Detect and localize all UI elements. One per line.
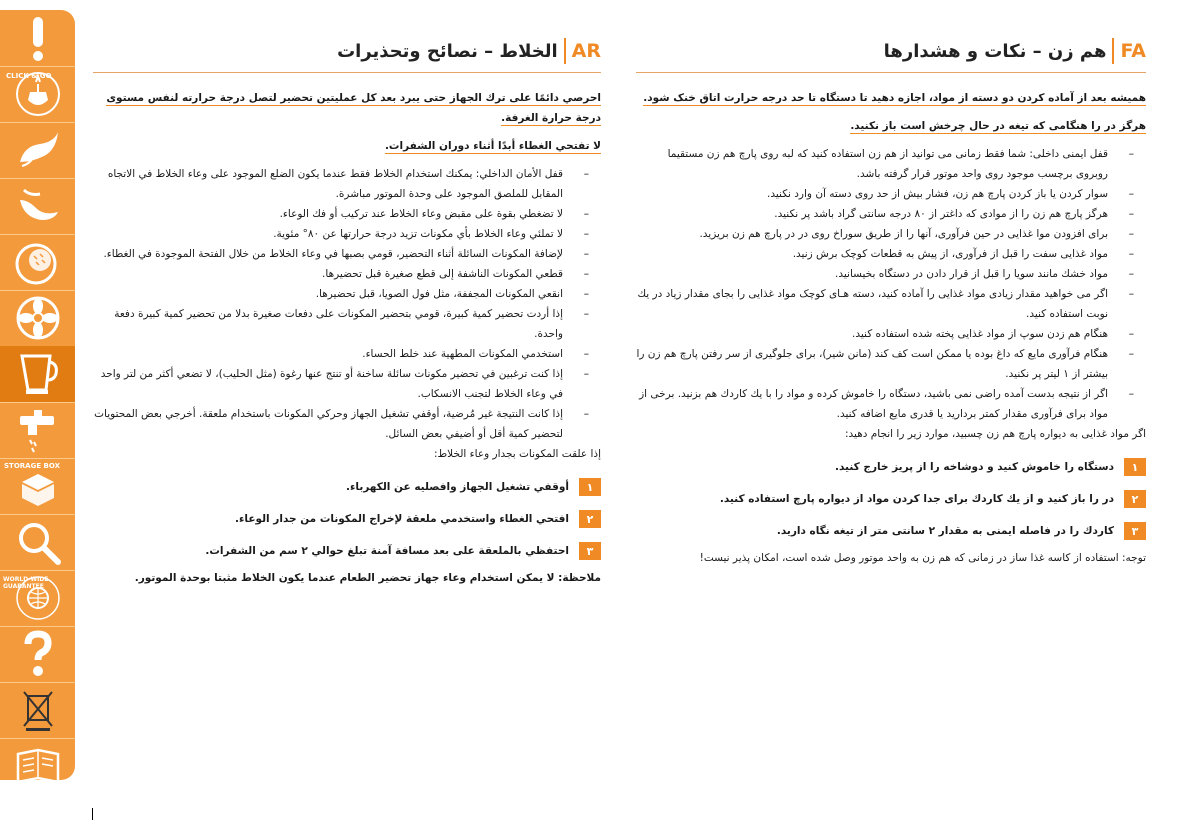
question-mark-icon xyxy=(14,630,62,678)
intro-warning: همیشه بعد از آماده کردن دو دسته از مواد، اجازه دهید تا دستگاه تا حد درجه حرارت اتاق خنک شود. xyxy=(643,92,1146,104)
list-item: – إذا كانت النتيجة غير مُرضية، أوقفي تشغيل الجهاز وحركي المكونات باستخدام ملعقة. أخرجي بعض المحتويات لتحضير كمية أقل أو أضيفي بعض السائل. xyxy=(93,404,601,444)
list-item: – هنگام فرآوری مایع که داغ بوده یا ممکن است کف کند (مانن شیر)، برای جلوگیری از سر رفتن پارچ هم زن را بیشتر از ۱ لیتر پر نکنید. xyxy=(636,344,1146,384)
crossed-bin-icon xyxy=(14,686,62,734)
language-code: AR xyxy=(571,40,601,62)
stuck-food-intro: اگر مواد غذایی به دیواره پارچ هم زن چسبید، موارد زیر را انجام دهید: xyxy=(844,428,1146,440)
tab-grater[interactable] xyxy=(0,234,75,291)
header-divider xyxy=(1112,38,1114,64)
stuck-food-intro: إذا علقت المكونات بجدار وعاء الخلاط: xyxy=(433,448,601,460)
list-item: – برای افزودن موا غذایی در حین فرآوری، آنها را از طریق سوراخ روی در در پارچ هم زن بریزید. xyxy=(636,224,1146,244)
list-item: – قطعي المكونات الناشفة إلى قطع صغيرة قبل تحضيرها. xyxy=(93,264,601,284)
step-number: ٢ xyxy=(579,510,601,528)
list-item: – إذا كنت ترغبين في تحضير مكونات سائلة ساخنة أو تنتج عنها رغوة (مثل الحليب)، لا تضعي أكثر من لتر واحد في وعاء الخلاط لتجنب الانسكاب. xyxy=(93,364,601,404)
section-title: الخلاط – نصائح وتحذيرات xyxy=(337,40,558,62)
section-header xyxy=(636,30,1146,73)
step-number: ۳ xyxy=(1124,522,1146,540)
tab-whisk[interactable] xyxy=(0,122,75,179)
tab-cleaning[interactable] xyxy=(0,402,75,459)
list-item: – قفل الأمان الداخلي: يمكنك استخدام الخلاط فقط عندما يكون الضلع الموجود على وعاء الخلاط في الاتجاه المقابل للملصق الموجود على وحدة الموتور مباشرة. xyxy=(93,164,601,204)
tab-help[interactable] xyxy=(0,626,75,683)
tab-label: CLICK & GO xyxy=(6,72,52,80)
page-edge-mark xyxy=(92,808,93,820)
arabic-section xyxy=(93,30,601,599)
section-title: هم زن – نکات و هشدارها xyxy=(883,40,1107,62)
tab-label: WORLD-WIDE GUARANTEE xyxy=(3,576,49,590)
tab-disposal[interactable] xyxy=(0,682,75,739)
whisk-blade-icon xyxy=(14,126,62,174)
book-icon xyxy=(14,742,62,780)
tab-slicer[interactable] xyxy=(0,290,75,347)
magnifier-icon xyxy=(14,518,62,566)
exclamation-icon xyxy=(14,14,62,62)
tab-troubleshooting[interactable] xyxy=(0,514,75,571)
step-item xyxy=(636,522,1146,540)
step-item xyxy=(93,542,601,560)
intro-warning: احرصي دائمًا على ترك الجهاز حتى يبرد بعد كل عمليتين تحضير لتصل درجة حرارته لنفس مستوى درجة حرارة الغرفة. xyxy=(106,92,601,124)
cutter-blade-icon xyxy=(14,182,62,230)
tab-cutter[interactable] xyxy=(0,178,75,235)
header-divider xyxy=(564,38,566,64)
grater-disc-icon xyxy=(14,238,62,286)
tab-guarantee[interactable] xyxy=(0,570,75,627)
list-item: – لإضافة المكونات السائلة أثناء التحضير، قومي بصبها في وعاء الخلاط من خلال الفتحة الموجودة في الغطاء. xyxy=(93,244,601,264)
language-code: FA xyxy=(1120,40,1146,62)
tab-manual[interactable] xyxy=(0,738,75,780)
step-number: ۲ xyxy=(1124,490,1146,508)
tab-blender[interactable] xyxy=(0,346,75,403)
list-item: – لا تملئي وعاء الخلاط بأي مكونات تزيد درجة حرارتها عن ٨٠° مئوية. xyxy=(93,224,601,244)
step-item xyxy=(636,490,1146,508)
list-item: – هرگز پارچ هم زن را از موادی که داغتر از ۸۰ درجه سانتی گراد باشد پر نکنید. xyxy=(636,204,1146,224)
blender-jug-icon xyxy=(14,350,62,398)
tab-storage[interactable] xyxy=(0,458,75,515)
intro-warning: لا تفتحي الغطاء أبدًا أثناء دوران الشفرات. xyxy=(384,140,601,152)
tab-label: STORAGE BOX xyxy=(4,462,60,470)
tips-list xyxy=(93,164,601,444)
step-text: در را باز کنید و از یك کاردك برای جدا کردن مواد از دیواره پارچ استفاده کنید. xyxy=(719,493,1114,505)
tab-warnings[interactable] xyxy=(0,10,75,67)
tab-click-and-go[interactable] xyxy=(0,66,75,123)
list-item: – هنگام هم زدن سوپ از مواد غذایی پخته شده استفاده کنید. xyxy=(636,324,1146,344)
note-text: ملاحظة: لا يمكن استخدام وعاء جهاز تحضير الطعام عندما يكون الخلاط مثبتا بوحدة الموتور. xyxy=(134,572,601,584)
list-item: – لا تضغطي بقوة على مقبض وعاء الخلاط عند تركيب أو فك الوعاء. xyxy=(93,204,601,224)
list-item: – انقعي المكونات المجففة، مثل فول الصويا، قبل تحضيرها. xyxy=(93,284,601,304)
step-item xyxy=(636,458,1146,476)
list-item: – اگر از نتیجه بدست آمده راضی نمی باشید، دستگاه را خاموش کرده و مواد را با یك کاردك هم بزنید. برخی از مواد برای فرآوری مقدار کمتر بردارید یا قدری مایع اضافه کنید. xyxy=(636,384,1146,424)
step-text: دستگاه را خاموش کنید و دوشاخه را از پریز خارج کنید. xyxy=(834,461,1114,473)
step-text: احتفظي بالملعقة على بعد مسافة آمنة تبلغ حوالي ٢ سم من الشفرات. xyxy=(205,545,569,557)
chapter-sidebar xyxy=(0,10,75,780)
note-text: توجه: استفاده از کاسه غذا ساز در زمانی که هم زن به واحد موتور وصل شده است، امکان پذیر نیست! xyxy=(699,552,1146,564)
step-item xyxy=(93,510,601,528)
step-item xyxy=(93,478,601,496)
list-item: – إذا أردت تحضير كمية كبيرة، قومي بتحضير المكونات على دفعات صغيرة بدلا من تحضير كمية كبيرة دفعة واحدة. xyxy=(93,304,601,344)
farsi-section xyxy=(636,30,1146,579)
step-number: ٣ xyxy=(579,542,601,560)
step-text: أوقفي تشغيل الجهاز وافصليه عن الكهرباء. xyxy=(346,481,569,493)
list-item: – استخدمي المكونات المطهية عند خلط الحساء. xyxy=(93,344,601,364)
tips-list xyxy=(636,144,1146,424)
list-item: – مواد غذایی سفت را قبل از فرآوری، از پیش به قطعات کوچک برش زنید. xyxy=(636,244,1146,264)
list-item: – قفل ایمنی داخلی: شما فقط زمانی می توانید از هم زن استفاده کنید که لبه روی پارچ هم زن مستقیما روبروی برچسب موجود روی واحد موتور قرار گرفته باشد. xyxy=(636,144,1146,184)
slicer-disc-icon xyxy=(14,294,62,342)
step-text: افتحي الغطاء واستخدمي ملعقة لإخراج المكونات من جدار الوعاء. xyxy=(235,513,569,525)
list-item: – مواد خشك مانند سویا را قبل از قرار دادن در دستگاه بخیسانید. xyxy=(636,264,1146,284)
list-item: – اگر می خواهید مقدار زیادی مواد غذایی را آماده کنید، دسته هـای کوچک مواد غذایی را بجای مقدار زیاد در یك نوبت استفاده کنید. xyxy=(636,284,1146,324)
intro-warning: هرگز در را هنگامی که تیغه در حال چرخش است باز نکنید. xyxy=(850,120,1146,132)
section-header xyxy=(93,30,601,73)
water-tap-icon xyxy=(14,406,62,454)
step-number: ١ xyxy=(579,478,601,496)
step-number: ۱ xyxy=(1124,458,1146,476)
step-text: کاردك را در فاصله ایمنی به مقدار ۲ سانتی متر از تیغه نگاه دارید. xyxy=(776,525,1114,537)
list-item: – سوار کردن یا باز کردن پارچ هم زن، فشار بیش از حد روی دسته آن وارد نکنید. xyxy=(636,184,1146,204)
